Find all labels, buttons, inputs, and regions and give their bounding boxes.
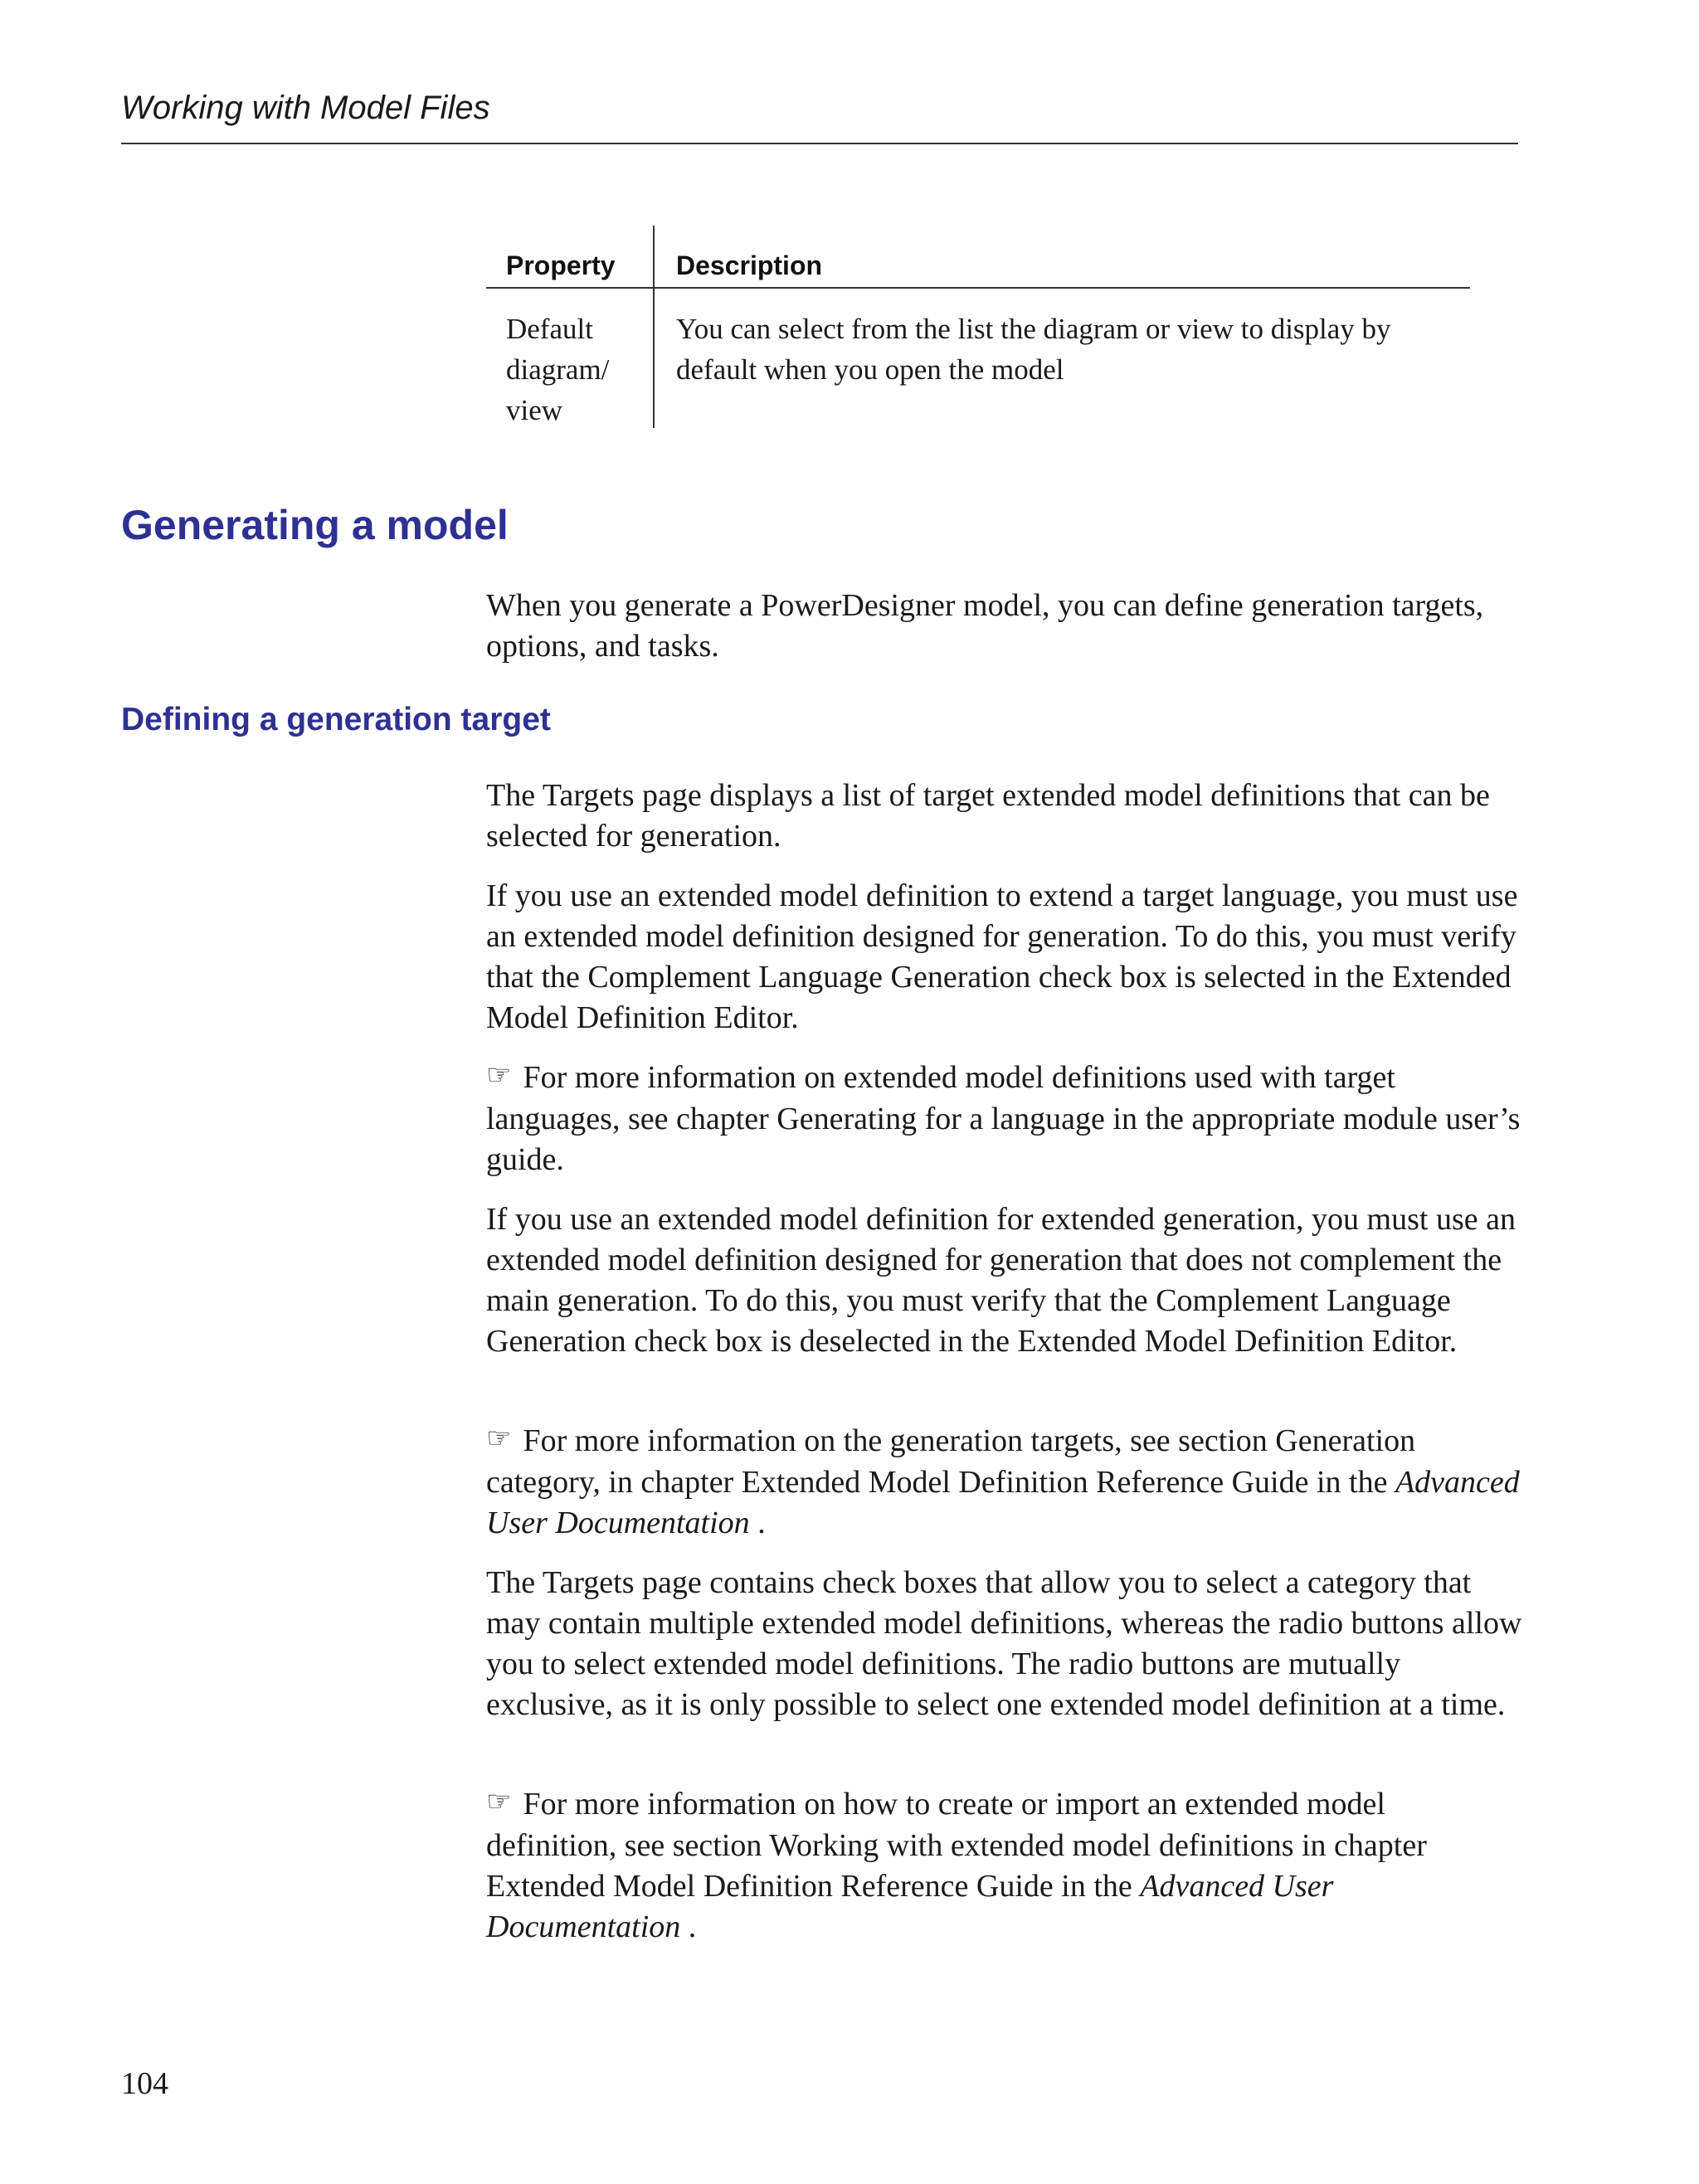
reference-note-end: . bbox=[749, 1505, 766, 1540]
paragraph-extend-target-language: If you use an extended model definition to extend a target language, you must use an extended model definition designed for generation. To do this, you must verify that the Complement Language Generation check box is selected in the Extended Model Definition Editor. bbox=[486, 878, 1518, 1035]
table-cell-property: Default diagram/ view bbox=[506, 313, 610, 426]
reference-note-create-import bbox=[486, 1784, 1523, 1948]
reference-note-end: . bbox=[680, 1909, 697, 1944]
reference-doc-title: Advanced User Documentation bbox=[486, 1465, 1520, 1540]
reference-note-text: For more information on how to create or import an extended model definition, see section Working with extended model definitions in chapter Extended Model Definition Reference Guide in the bbox=[486, 1787, 1427, 1904]
table-header-description: Description bbox=[676, 251, 823, 280]
section-intro: When you generate a PowerDesigner model, you can define generation targets, options, and tasks. bbox=[486, 588, 1484, 664]
page-number: 104 bbox=[121, 2066, 168, 2101]
section-heading: Generating a model bbox=[121, 502, 509, 548]
reference-note-text: For more information on extended model definitions used with target languages, see chapter Generating for a language in the appropriate module user’s guide. bbox=[486, 1060, 1521, 1177]
reference-note-generation-targets bbox=[486, 1421, 1523, 1544]
subsection-heading: Defining a generation target bbox=[121, 702, 551, 737]
table-cell-description: You can select from the list the diagram or view to display by default when you open the model bbox=[676, 313, 1391, 386]
pointing-hand-icon: ☞ bbox=[486, 1422, 512, 1455]
running-header: Working with Model Files bbox=[121, 90, 490, 126]
reference-doc-title: Advanced User Documentation bbox=[486, 1869, 1334, 1944]
header-rule bbox=[121, 143, 1518, 144]
table-column-divider bbox=[653, 226, 655, 428]
paragraph-extended-generation: If you use an extended model definition for extended generation, you must use an extended model definition designed for generation that does not complement the main generation. To do this, you must verify that the Complement Language Generation check box is deselected in the Extended Model Definition Editor. bbox=[486, 1202, 1516, 1359]
paragraph-check-boxes-radio-buttons: The Targets page contains check boxes that allow you to select a category that may contain multiple extended model definitions, whereas the radio buttons allow you to select extended model definitions. The radio buttons are mutually exclusive, as it is only possible to select one extended model definition at a time. bbox=[486, 1565, 1522, 1722]
paragraph-targets-list: The Targets page displays a list of target extended model definitions that can be selected for generation. bbox=[486, 778, 1490, 854]
reference-note-target-languages bbox=[486, 1058, 1523, 1180]
pointing-hand-icon: ☞ bbox=[486, 1058, 512, 1092]
pointing-hand-icon: ☞ bbox=[486, 1785, 512, 1818]
reference-note-text: For more information on the generation targets, see section Generation category, in chapter Extended Model Definition Reference Guide in the bbox=[486, 1423, 1416, 1500]
table-header-property: Property bbox=[506, 251, 616, 280]
table-header-rule bbox=[486, 287, 1470, 289]
